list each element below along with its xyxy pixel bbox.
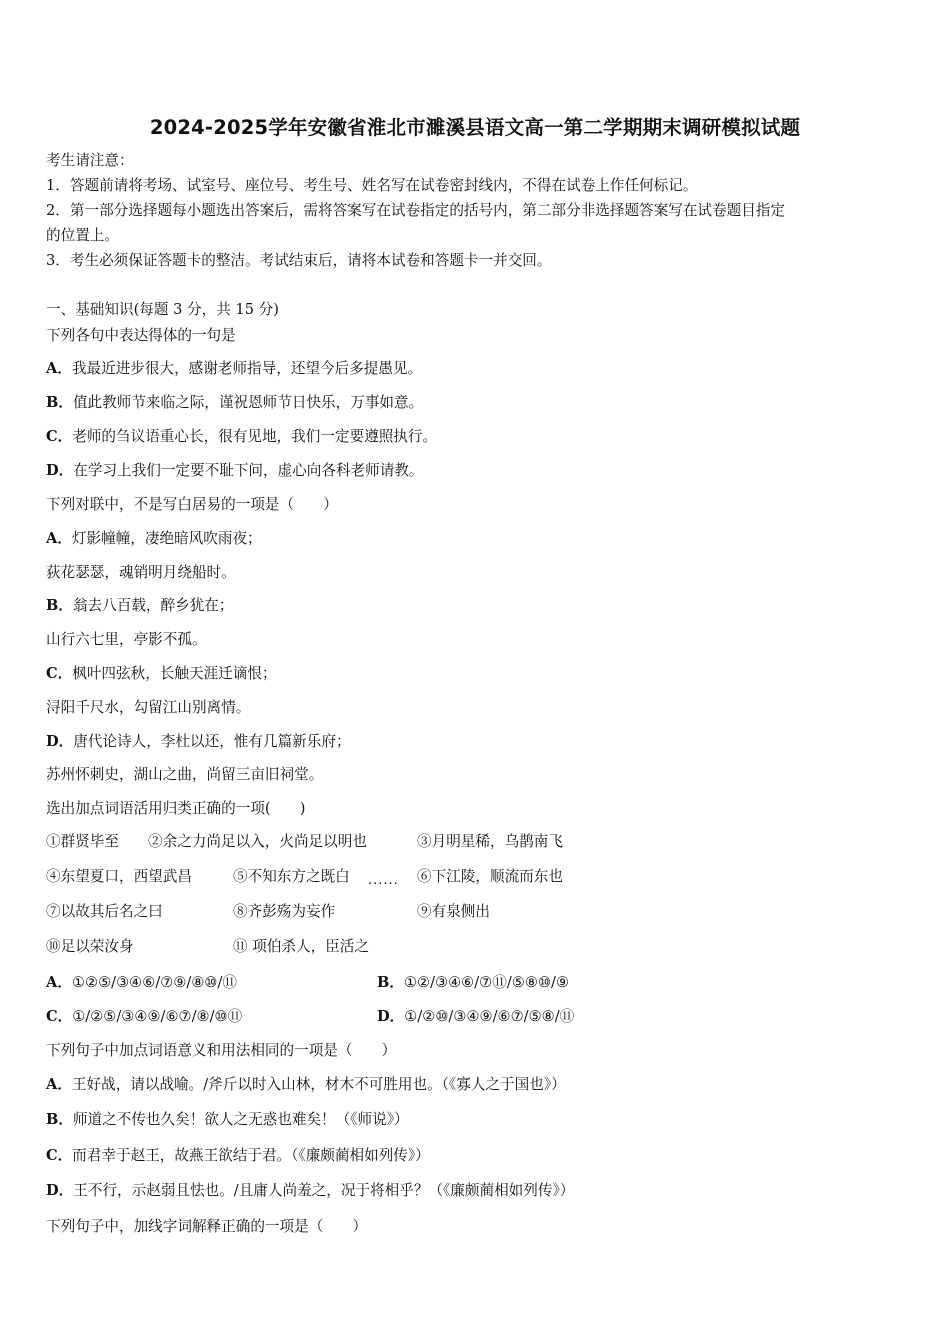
option-text: 我最近进步很大，感谢老师指导，还望今后多提愚见。 [71,360,423,377]
q2-option-b [46,596,233,616]
option-label: C． [46,1147,73,1164]
q1-option-a [46,359,422,379]
q3-options-row-2 [46,1007,906,1029]
q1-stem: 下列各句中表达得体的一句是 [46,327,236,344]
q3-item: ⑩足以荣汝身 [46,938,134,955]
q3-options-row-1 [46,973,906,995]
emphasis-dots: ...... [368,873,399,888]
option-label: A． [46,360,72,377]
q1-option-b [46,393,423,413]
option-label: C． [46,1008,73,1025]
option-label: C． [46,665,73,682]
option-label: D． [46,733,74,750]
q3-row-4 [46,937,906,959]
q3-item: ⑨有泉侧出 [417,903,490,920]
q4-option-d [46,1181,574,1201]
q2-option-c [46,664,277,684]
q3-item: ⑥下江陵，顺流而东也 [417,868,563,885]
q2-option-a-cont: 荻花瑟瑟，魂销明月绕船时。 [46,564,236,581]
q3-stem: 选出加点词语活用归类正确的一项( ) [46,800,306,817]
q3-item: ②余之力尚足以入，火尚足以明也 [148,833,367,850]
option-text: ①/②⑩/③④⑨/⑥⑦/⑤⑧/⑪ [404,1008,575,1025]
q3-option-b [377,973,569,993]
option-text: ①②/③④⑥/⑦⑪/⑤⑧⑩/⑨ [403,974,570,991]
q4-option-c [46,1146,430,1166]
option-text: 王好战，请以战喻。/斧斤以时入山林，材木不可胜用也。（《寡人之于国也》） [71,1076,566,1093]
option-label: D． [46,462,74,479]
q2-option-d-cont: 苏州怀刺史，湖山之曲，尚留三亩旧祠堂。 [46,766,324,783]
option-text: 值此教师节来临之际，谨祝恩师节日快乐，万事如意。 [72,394,424,411]
q2-option-d [46,732,351,752]
option-text: 在学习上我们一定要不耻下问，虚心向各科老师请教。 [73,462,424,479]
q2-option-a [46,529,262,549]
notice-item-2-cont: 的位置上。 [46,227,119,244]
option-label: A． [46,974,72,991]
option-text: ①②⑤/③④⑥/⑦⑨/⑧⑩/⑪ [71,974,238,991]
option-text: 老师的刍议语重心长，很有见地，我们一定要遵照执行。 [72,428,438,445]
option-text: 师道之不传也久矣！欲人之无惑也难矣！（《师说》） [72,1111,409,1128]
option-label: C． [46,428,73,445]
option-text: 唐代论诗人，李杜以还，惟有几篇新乐府； [73,733,351,750]
q1-option-d [46,461,424,481]
q3-row-2 [46,867,906,889]
option-label: B． [46,394,73,411]
option-label: B． [377,974,404,991]
q4-option-a [46,1075,566,1095]
q3-item: ⑧齐彭殇为妄作 [233,903,336,920]
q3-row-1 [46,832,906,854]
option-text: 翁去八百载，醉乡犹在； [72,597,234,614]
option-label: B． [46,1111,73,1128]
option-label: D． [46,1182,74,1199]
option-text: 王不行，示赵弱且怯也。/且庸人尚羞之，况于将相乎？（《廉颇蔺相如列传》） [73,1182,575,1199]
option-text: 枫叶四弦秋，长触天涯迁谪恨； [72,665,277,682]
page-title: 2024-2025学年安徽省淮北市濉溪县语文高一第二学期期末调研模拟试题 [149,116,801,139]
q2-option-c-cont: 浔阳千尺水，勾留江山别离情。 [46,699,251,716]
option-text: ①/②⑤/③④⑨/⑥⑦/⑧/⑩⑪ [72,1008,243,1025]
option-text: 灯影幢幢，凄绝暗风吹雨夜； [71,530,262,547]
q3-item: ④东望夏口，西望武昌 [46,868,192,885]
q3-item: ⑤不知东方之既白 [233,868,350,885]
notice-item-3: 3．考生必须保证答题卡的整洁。考试结束后，请将本试卷和答题卡一并交回。 [46,252,552,269]
q4-stem: 下列句子中加点词语意义和用法相同的一项是（ ） [46,1042,397,1059]
q3-item: ⑦以故其后名之曰 [46,903,163,920]
option-label: D． [377,1008,405,1025]
option-label: A． [46,1076,72,1093]
q5-stem: 下列句子中，加线字词解释正确的一项是（ ） [46,1218,368,1235]
section-heading: 一、基础知识(每题 3 分，共 15 分) [46,301,279,318]
q3-option-c [46,1007,242,1027]
q3-item: ⑪ 项伯杀人，臣活之 [233,938,369,955]
notice-item-1: 1．答题前请将考场、试室号、座位号、考生号、姓名写在试卷密封线内，不得在试卷上作任何标记。 [46,177,698,194]
q4-option-b [46,1110,409,1130]
q2-option-b-cont: 山行六七里，亭影不孤。 [46,631,207,648]
q1-option-c [46,427,437,447]
option-label: A． [46,530,72,547]
q3-option-d [377,1007,574,1027]
q3-option-a [46,973,237,993]
q3-item: ③月明星稀，乌鹊南飞 [417,833,563,850]
notice-item-2: 2．第一部分选择题每小题选出答案后，需将答案写在试卷指定的括号内，第二部分非选择题答案写在试卷题目指定 [46,202,785,219]
option-label: B． [46,597,73,614]
q3-row-3 [46,902,906,924]
q3-item: ①群贤毕至 [46,833,119,850]
q2-stem: 下列对联中，不是写白居易的一项是（ ） [46,496,338,513]
option-text: 而君幸于赵王，故燕王欲结于君。（《廉颇蔺相如列传》） [72,1147,430,1164]
notice-heading: 考生请注意： [46,152,134,169]
